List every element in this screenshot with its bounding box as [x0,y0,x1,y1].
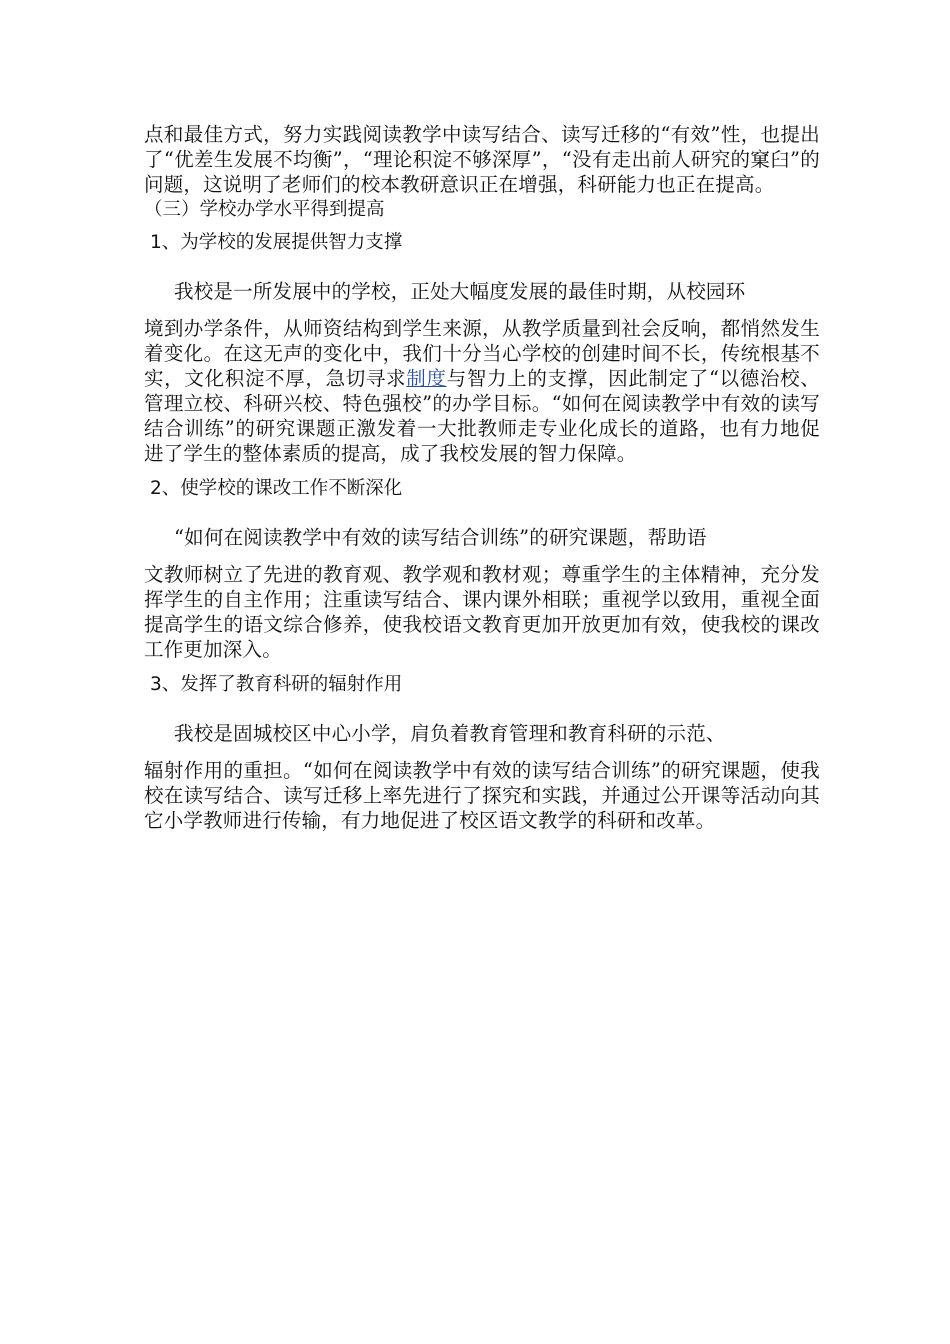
document-body [144,122,820,833]
paragraph-continuation: 点和最佳方式，努力实践阅读教学中读写结合、读写迁移的“有效”性，也提出了“优差生发展不均衡”，“理论积淀不够深厚”，“没有走出前人研究的窠臼”的问题，这说明了老师们的校本教研意识正在增强，科研能力也正在提高。 [144,123,820,196]
paragraph-1-text-a: 境到办学条件，从师资结构到学生来源，从教学质量到社会反响，都悄然发生着变化。在这无声的变化中，我们十分当心学校的创建时间不长，传统根基不实，文化积淀不厚，急切寻求 [144,317,820,390]
paragraph-3-first-line [144,721,820,746]
paragraph-3 [144,721,820,833]
paragraph-2 [144,525,820,662]
subheading-3: 3、发挥了教育科研的辐射作用 [150,674,403,695]
paragraph-1-first-line-text: 我校是一所发展中的学校，正处大幅度发展的最佳时期，从校园环 [174,280,746,303]
paragraph-1 [144,279,820,466]
paragraph-2-first-line [144,525,820,550]
paragraph-3-first-line-text: 我校是固城校区中心小学，肩负着教育管理和教育科研的示范、 [174,722,726,745]
paragraph-1-text-b: 与智力上的支撑，因此制定了“以德治校、管理立校、科研兴校、特色强校”的办学目标。“如何在阅读教学中有效的读写结合训练”的研究课题正激发着一大批教师走专业化成长的道路，也有力地促进了学生的整体素质的提高，成了我校发展的智力保障。 [144,367,820,465]
paragraph-3-text: 辐射作用的重担。“如何在阅读教学中有效的读写结合训练”的研究课题，使我校在读写结合、读写迁移上率先进行了探究和实践，并通过公开课等活动向其它小学教师进行传输，有力地促进了校区语文教学的科研和改革。 [144,759,820,832]
subheading-2: 2、使学校的课改工作不断深化 [150,478,403,499]
link-zhidu[interactable]: 制度 [406,367,447,390]
subheading-1: 1、为学校的发展提供智力支撑 [150,232,403,253]
section-heading-3: （三）学校办学水平得到提高 [144,199,385,220]
paragraph-2-text: 文教师树立了先进的教育观、教学观和教材观；尊重学生的主体精神，充分发挥学生的自主作用；注重读写结合、课内课外相联；重视学以致用，重视全面提高学生的语文综合修养，使我校语文教育更加开放更加有效，使我校的课改工作更加深入。 [144,563,820,661]
paragraph-2-first-line-text: “如何在阅读教学中有效的读写结合训练”的研究课题，帮助语 [174,526,707,549]
paragraph-1-first-line [144,279,820,304]
